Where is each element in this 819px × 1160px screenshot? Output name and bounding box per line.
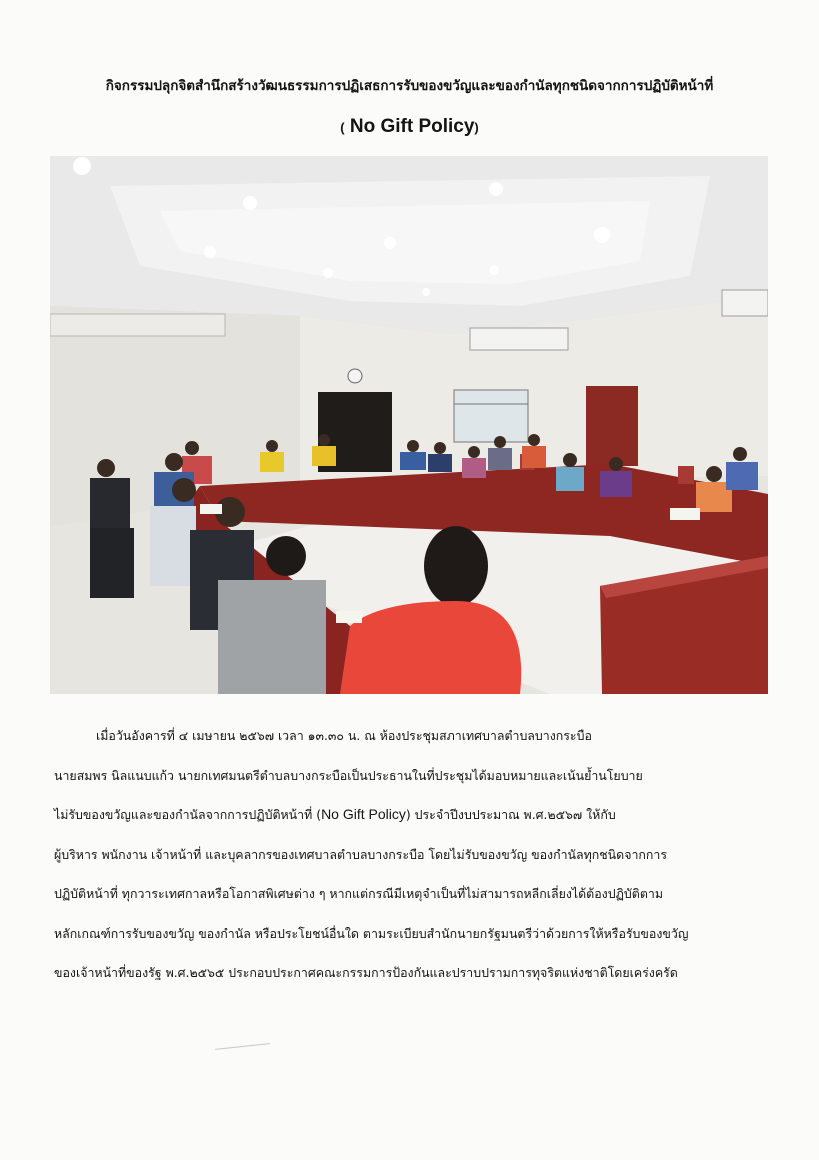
subtitle-open-paren: ( — [340, 120, 345, 135]
subtitle-close-paren: ) — [474, 120, 479, 135]
body-line-7: ของเจ้าหน้าที่ของรัฐ พ.ศ.๒๕๖๕ ประกอบประกาศคณะกรรมการป้องกันและปราบปรามการทุจริตแห่งชาติโดยเคร่งครัด — [54, 965, 678, 980]
body-line-3-policy: No Gift Policy — [321, 806, 406, 822]
document-subtitle — [0, 116, 819, 138]
meeting-photo-illustration — [50, 156, 768, 694]
body-line-1: เมื่อวันอังคารที่ ๔ เมษายน ๒๕๖๗ เวลา ๑๓.๓๐ น. ณ ห้องประชุมสภาเทศบาลตำบลบางกระบือ — [96, 728, 592, 743]
meeting-photo — [50, 156, 768, 694]
body-line-5: ปฏิบัติหน้าที่ ทุกวาระเทศกาลหรือโอกาสพิเศษต่าง ๆ หากแต่กรณีมีเหตุจำเป็นที่ไม่สามารถหลีกเลี่ยงได้ต้องปฏิบัติตาม — [54, 886, 663, 901]
body-line-3 — [54, 795, 772, 835]
body-line-3-start: ไม่รับของขวัญและของกำนัลจากการปฏิบัติหน้าที่ ( — [54, 807, 322, 822]
document-title: กิจกรรมปลุกจิตสำนึกสร้างวัฒนธรรมการปฏิเสธการรับของขวัญและของกำนัลทุกชนิดจากการปฏิบัติหน้าที่ — [105, 78, 714, 94]
body-line-6: หลักเกณฑ์การรับของขวัญ ของกำนัล หรือประโยชน์อื่นใด ตามระเบียบสำนักนายกรัฐมนตรีว่าด้วยการให้หรือรับของขวัญ — [54, 925, 689, 941]
body-line-3-end: ) ประจำปีงบประมาณ พ.ศ.๒๕๖๗ ให้กับ — [405, 807, 616, 822]
body-line-4: ผู้บริหาร พนักงาน เจ้าหน้าที่ และบุคลากรของเทศบาลตำบลบางกระบือ โดยไม่รับของขวัญ ของกำนัลทุกชนิดจากการ — [54, 846, 668, 862]
body-line-2: นายสมพร นิลแนบแก้ว นายกเทศมนตรีตำบลบางกระบือเป็นประธานในที่ประชุมได้มอบหมายและเน้นย้ำนโยบาย — [54, 767, 643, 783]
subtitle-text: No Gift Policy — [344, 116, 475, 137]
scan-artifact — [215, 1043, 270, 1050]
body-paragraph — [54, 716, 772, 993]
